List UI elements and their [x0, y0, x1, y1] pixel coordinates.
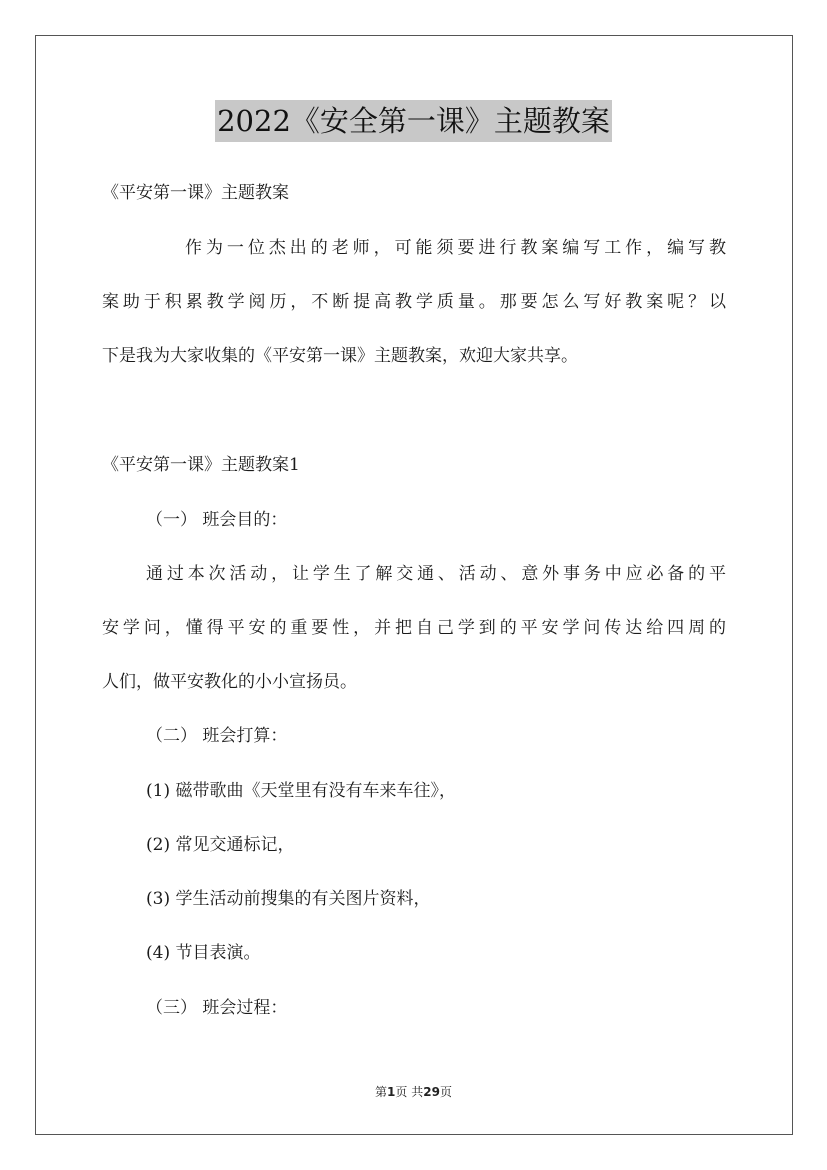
page-footer — [0, 1084, 827, 1100]
document-title: 2022《安全第一课》主题教案 — [215, 100, 612, 142]
footer-suffix: 页 — [439, 1085, 452, 1099]
prep-item-1: (1) 磁带歌曲《天堂里有没有车来车往》， — [146, 781, 456, 801]
prep-item-2: (2) 常见交通标记， — [146, 835, 295, 855]
intro-line-3: 下是我为大家收集的《平安第一课》主题教案，欢迎大家共享。 — [102, 346, 578, 366]
goal-line-1: 通过本次活动，让学生了解交通、活动、意外事务中应必备的平 — [146, 564, 726, 584]
intro-line-1: 作为一位杰出的老师，可能须要进行教案编写工作，编写教 — [185, 238, 726, 258]
goal-line-2: 安学问，懂得平安的重要性，并把自己学到的平安学问传达给四周的 — [102, 618, 726, 638]
goal-heading: （一） 班会目的： — [146, 510, 288, 530]
prep-heading: （二） 班会打算： — [146, 726, 288, 746]
footer-total-pages: 29 — [423, 1085, 440, 1099]
document-subtitle: 《平安第一课》主题教案 — [102, 183, 289, 203]
footer-page-number: 1 — [387, 1085, 396, 1099]
footer-mid: 页 共 — [395, 1085, 424, 1099]
process-heading: （三） 班会过程： — [146, 998, 288, 1018]
title-container — [0, 100, 827, 142]
prep-item-3: (3) 学生活动前搜集的有关图片资料， — [146, 889, 431, 909]
section-heading: 《平安第一课》主题教案1 — [102, 455, 300, 475]
intro-line-2: 案助于积累教学阅历，不断提高教学质量。那要怎么写好教案呢？以 — [102, 292, 726, 312]
prep-item-4: (4) 节目表演。 — [146, 943, 261, 963]
footer-prefix: 第 — [375, 1085, 388, 1099]
goal-line-3: 人们，做平安教化的小小宣扬员。 — [102, 672, 357, 692]
